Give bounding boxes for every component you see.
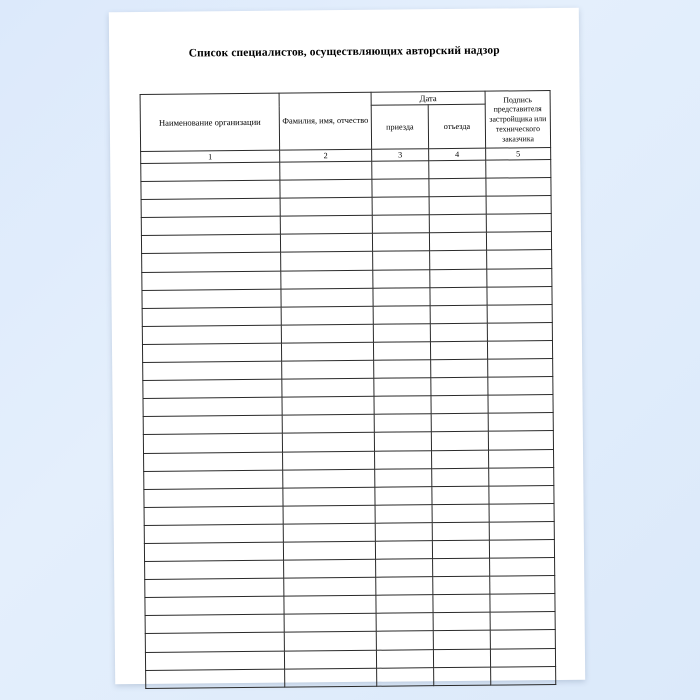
cell-date-arrival[interactable] xyxy=(376,613,433,632)
cell-signature[interactable] xyxy=(486,232,551,251)
cell-date-arrival[interactable] xyxy=(372,179,429,198)
cell-organization[interactable] xyxy=(144,488,283,507)
cell-date-arrival[interactable] xyxy=(374,396,431,415)
cell-date-arrival[interactable] xyxy=(375,523,432,542)
cell-date-arrival[interactable] xyxy=(377,667,434,686)
cell-date-departure[interactable] xyxy=(430,269,487,288)
cell-signature[interactable] xyxy=(489,485,554,504)
cell-organization[interactable] xyxy=(145,614,284,633)
cell-signature[interactable] xyxy=(488,431,553,450)
cell-signature[interactable] xyxy=(490,630,555,649)
cell-date-arrival[interactable] xyxy=(374,432,431,451)
cell-fullname[interactable] xyxy=(280,197,372,216)
column-header-date-departure: отъезда xyxy=(428,104,485,148)
cell-organization[interactable] xyxy=(141,235,280,254)
cell-organization[interactable] xyxy=(142,253,281,272)
cell-date-departure[interactable] xyxy=(429,160,486,179)
cell-fullname[interactable] xyxy=(281,306,373,325)
table-header xyxy=(140,91,551,164)
cell-date-arrival[interactable] xyxy=(376,631,433,650)
cell-date-departure[interactable] xyxy=(433,631,490,650)
cell-date-arrival[interactable] xyxy=(376,559,433,578)
cell-signature[interactable] xyxy=(488,395,553,414)
cell-date-arrival[interactable] xyxy=(372,197,429,216)
cell-date-departure[interactable] xyxy=(430,341,487,360)
cell-organization[interactable] xyxy=(143,379,282,398)
column-header-signature: Подпись представителя застройщика или технического заказчика xyxy=(485,91,551,149)
cell-organization[interactable] xyxy=(142,271,281,290)
cell-date-arrival[interactable] xyxy=(373,305,430,324)
cell-signature[interactable] xyxy=(490,648,555,667)
cell-fullname[interactable] xyxy=(283,541,375,560)
document-page xyxy=(109,8,585,684)
cell-fullname[interactable] xyxy=(283,505,375,524)
cell-organization[interactable] xyxy=(142,343,281,362)
specialists-table xyxy=(140,90,557,689)
cell-date-departure[interactable] xyxy=(431,377,488,396)
cell-date-departure[interactable] xyxy=(429,196,486,215)
cell-fullname[interactable] xyxy=(280,161,372,180)
cell-date-arrival[interactable] xyxy=(372,215,429,234)
cell-signature[interactable] xyxy=(490,612,555,631)
cell-date-arrival[interactable] xyxy=(373,269,430,288)
cell-date-arrival[interactable] xyxy=(374,414,431,433)
cell-date-departure[interactable] xyxy=(430,251,487,270)
column-header-fullname: Фамилия, имя, отчество xyxy=(279,92,372,150)
cell-signature[interactable] xyxy=(488,359,553,378)
cell-signature[interactable] xyxy=(487,286,552,305)
cell-date-departure[interactable] xyxy=(431,359,488,378)
cell-organization[interactable] xyxy=(143,361,282,380)
cell-signature[interactable] xyxy=(488,413,553,432)
cell-organization[interactable] xyxy=(144,470,283,489)
cell-fullname[interactable] xyxy=(281,288,373,307)
cell-fullname[interactable] xyxy=(283,487,375,506)
cell-organization[interactable] xyxy=(143,397,282,416)
column-number-4: 4 xyxy=(429,148,486,161)
cell-signature[interactable] xyxy=(489,467,554,486)
cell-fullname[interactable] xyxy=(283,451,375,470)
specialists-table-container xyxy=(140,90,556,689)
cell-date-departure[interactable] xyxy=(433,558,490,577)
cell-organization[interactable] xyxy=(141,180,280,199)
cell-signature[interactable] xyxy=(486,196,551,215)
cell-fullname[interactable] xyxy=(284,577,376,596)
cell-date-departure[interactable] xyxy=(431,413,488,432)
cell-date-arrival[interactable] xyxy=(373,342,430,361)
cell-date-departure[interactable] xyxy=(430,287,487,306)
cell-signature[interactable] xyxy=(490,576,555,595)
cell-organization[interactable] xyxy=(144,542,283,561)
cell-organization[interactable] xyxy=(145,633,284,652)
cell-fullname[interactable] xyxy=(280,216,372,235)
cell-signature[interactable] xyxy=(487,322,552,341)
cell-signature[interactable] xyxy=(489,449,554,468)
cell-date-departure[interactable] xyxy=(434,667,491,686)
cell-signature[interactable] xyxy=(490,594,555,613)
column-number-5: 5 xyxy=(486,148,551,161)
column-header-date-group: Дата xyxy=(371,91,485,105)
page-title: Список специалистов, осуществляющих авторский надзор xyxy=(188,44,500,60)
cell-date-arrival[interactable] xyxy=(372,233,429,252)
cell-organization[interactable] xyxy=(144,524,283,543)
column-header-date-arrival: приезда xyxy=(371,105,428,149)
cell-signature[interactable] xyxy=(487,268,552,287)
cell-date-departure[interactable] xyxy=(431,432,488,451)
cell-date-departure[interactable] xyxy=(433,594,490,613)
cell-date-arrival[interactable] xyxy=(373,251,430,270)
cell-signature[interactable] xyxy=(489,539,554,558)
cell-date-departure[interactable] xyxy=(432,486,489,505)
cell-signature[interactable] xyxy=(489,503,554,522)
cell-date-departure[interactable] xyxy=(433,612,490,631)
cell-date-departure[interactable] xyxy=(429,233,486,252)
cell-date-arrival[interactable] xyxy=(372,161,429,180)
cell-fullname[interactable] xyxy=(283,523,375,542)
cell-organization[interactable] xyxy=(141,198,280,217)
cell-date-arrival[interactable] xyxy=(375,541,432,560)
cell-signature[interactable] xyxy=(491,666,556,685)
cell-date-departure[interactable] xyxy=(432,522,489,541)
cell-fullname[interactable] xyxy=(281,270,373,289)
column-number-2: 2 xyxy=(280,149,372,162)
cell-date-departure[interactable] xyxy=(433,576,490,595)
cell-signature[interactable] xyxy=(490,558,555,577)
cell-date-departure[interactable] xyxy=(432,468,489,487)
cell-organization[interactable] xyxy=(145,578,284,597)
table-header-row-main xyxy=(140,91,550,108)
cell-fullname[interactable] xyxy=(282,433,374,452)
cell-fullname[interactable] xyxy=(283,469,375,488)
cell-organization[interactable] xyxy=(146,669,285,688)
cell-signature[interactable] xyxy=(486,160,551,179)
cell-organization[interactable] xyxy=(141,162,280,181)
cell-signature[interactable] xyxy=(486,178,551,197)
cell-fullname[interactable] xyxy=(284,595,376,614)
cell-date-departure[interactable] xyxy=(430,323,487,342)
cell-fullname[interactable] xyxy=(282,360,374,379)
cell-fullname[interactable] xyxy=(284,650,376,669)
cell-organization[interactable] xyxy=(144,506,283,525)
cell-fullname[interactable] xyxy=(280,179,372,198)
cell-date-departure[interactable] xyxy=(432,450,489,469)
cell-date-arrival[interactable] xyxy=(376,649,433,668)
cell-signature[interactable] xyxy=(487,304,552,323)
table-row[interactable] xyxy=(146,666,556,688)
cell-fullname[interactable] xyxy=(281,342,373,361)
column-number-3: 3 xyxy=(372,149,429,162)
cell-date-departure[interactable] xyxy=(431,395,488,414)
cell-organization[interactable] xyxy=(145,560,284,579)
cell-date-arrival[interactable] xyxy=(376,595,433,614)
cell-date-arrival[interactable] xyxy=(376,577,433,596)
cell-date-departure[interactable] xyxy=(430,305,487,324)
cell-signature[interactable] xyxy=(488,377,553,396)
cell-organization[interactable] xyxy=(143,415,282,434)
cell-date-departure[interactable] xyxy=(432,540,489,559)
cell-fullname[interactable] xyxy=(282,415,374,434)
cell-organization[interactable] xyxy=(144,452,283,471)
cell-date-departure[interactable] xyxy=(432,504,489,523)
cell-date-arrival[interactable] xyxy=(374,360,431,379)
cell-date-departure[interactable] xyxy=(429,178,486,197)
cell-organization[interactable] xyxy=(141,216,280,235)
cell-organization[interactable] xyxy=(142,289,281,308)
cell-fullname[interactable] xyxy=(282,396,374,415)
cell-date-arrival[interactable] xyxy=(373,287,430,306)
cell-date-arrival[interactable] xyxy=(375,504,432,523)
cell-date-arrival[interactable] xyxy=(373,324,430,343)
cell-organization[interactable] xyxy=(145,651,284,670)
table-body xyxy=(141,160,556,689)
cell-fullname[interactable] xyxy=(281,324,373,343)
cell-fullname[interactable] xyxy=(280,234,372,253)
cell-fullname[interactable] xyxy=(284,614,376,633)
cell-fullname[interactable] xyxy=(281,252,373,271)
cell-fullname[interactable] xyxy=(282,378,374,397)
cell-organization[interactable] xyxy=(143,434,282,453)
cell-date-departure[interactable] xyxy=(429,214,486,233)
column-number-1: 1 xyxy=(141,150,280,163)
cell-signature[interactable] xyxy=(486,214,551,233)
cell-fullname[interactable] xyxy=(284,559,376,578)
cell-date-departure[interactable] xyxy=(433,649,490,668)
cell-date-arrival[interactable] xyxy=(375,468,432,487)
cell-signature[interactable] xyxy=(487,250,552,269)
cell-date-arrival[interactable] xyxy=(375,450,432,469)
cell-date-arrival[interactable] xyxy=(375,486,432,505)
cell-organization[interactable] xyxy=(142,307,281,326)
cell-signature[interactable] xyxy=(487,340,552,359)
cell-signature[interactable] xyxy=(489,521,554,540)
cell-date-arrival[interactable] xyxy=(374,378,431,397)
cell-fullname[interactable] xyxy=(284,632,376,651)
cell-organization[interactable] xyxy=(142,325,281,344)
cell-organization[interactable] xyxy=(145,596,284,615)
cell-fullname[interactable] xyxy=(285,668,377,687)
column-header-organization: Наименование организации xyxy=(140,93,280,151)
